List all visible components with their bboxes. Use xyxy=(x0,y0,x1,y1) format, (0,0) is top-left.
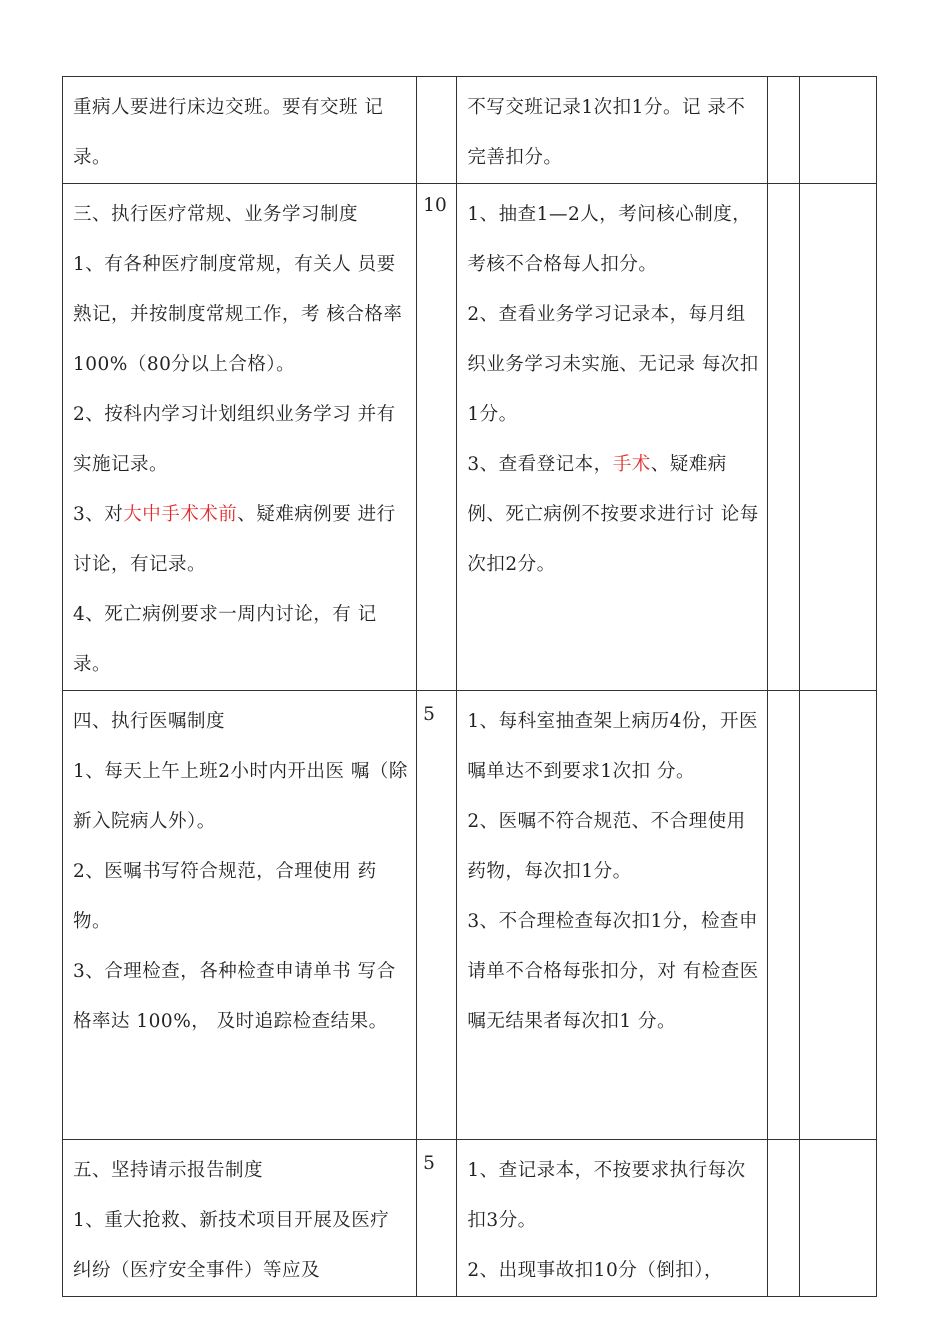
score-cell xyxy=(417,1140,457,1297)
score-value: 10 xyxy=(423,195,447,216)
method-cell xyxy=(457,1140,768,1297)
score-cell xyxy=(417,77,457,184)
method-text: 2、查看业务学习记录本，每月组织业务学习未实施、无记录 每次扣1分。 xyxy=(467,304,759,425)
remark-cell xyxy=(799,691,877,1140)
deduction-cell xyxy=(768,691,799,1140)
requirement-text: 1、重大抢救、新技术项目开展及医疗纠纷（医疗安全事件）等应及 xyxy=(73,1210,390,1281)
requirement-text: 重病人要进行床边交班。要有交班 记录。 xyxy=(73,97,384,168)
requirement-cell xyxy=(63,184,417,691)
requirement-cell xyxy=(63,1140,417,1297)
method-cell xyxy=(457,77,768,184)
table-row xyxy=(63,184,877,691)
assessment-table xyxy=(62,76,877,1297)
table-row xyxy=(63,691,877,1140)
requirement-text: 4、死亡病例要求一周内讨论，有 记录。 xyxy=(73,604,377,675)
method-text: 2、医嘱不符合规范、不合理使用药物，每次扣1分。 xyxy=(467,811,746,882)
deduction-cell xyxy=(768,184,799,691)
method-text: 1、每科室抽查架上病历4份，开医嘱单达不到要求1次扣 分。 xyxy=(467,711,758,782)
method-cell xyxy=(457,691,768,1140)
remark-cell xyxy=(799,184,877,691)
requirement-cell xyxy=(63,77,417,184)
highlight-text: 手术 xyxy=(612,454,651,475)
requirement-text: 1、有各种医疗制度常规，有关人 员要熟记，并按制度常规工作，考 核合格率100%（80分以上合格）。 xyxy=(73,254,403,375)
deduction-cell xyxy=(768,77,799,184)
method-text: 1、抽查1—2人，考问核心制度，考核不合格每人扣分。 xyxy=(467,204,752,275)
method-text: 2、出现事故扣10分（倒扣）， xyxy=(467,1260,723,1281)
requirement-text: 3、对大中手术术前、疑难病例要 进行讨论，有记录。 xyxy=(73,504,396,575)
remark-cell xyxy=(799,77,877,184)
score-value: 5 xyxy=(423,704,435,725)
table-row xyxy=(63,77,877,184)
requirement-text: 2、按科内学习计划组织业务学习 并有实施记录。 xyxy=(73,404,396,475)
method-text: 3、查看登记本，手术、疑难病例、死亡病例不按要求进行讨 论每次扣2分。 xyxy=(467,454,759,575)
requirement-text: 3、合理检查，各种检查申请单书 写合格率达 100%， 及时追踪检查结果。 xyxy=(73,961,396,1032)
method-text: 不写交班记录1次扣1分。记 录不完善扣分。 xyxy=(467,97,746,168)
section-heading: 四、执行医嘱制度 xyxy=(73,711,226,732)
section-heading: 三、执行医疗常规、业务学习制度 xyxy=(73,204,359,225)
method-cell xyxy=(457,184,768,691)
remark-cell xyxy=(799,1140,877,1297)
method-text: 3、不合理检查每次扣1分，检查申请单不合格每张扣分，对 有检查医嘱无结果者每次扣1 分。 xyxy=(467,911,759,1032)
score-value xyxy=(417,77,456,85)
score-cell xyxy=(417,691,457,1140)
requirement-cell xyxy=(63,691,417,1140)
section-heading: 五、坚持请示报告制度 xyxy=(73,1160,264,1181)
score-value: 5 xyxy=(423,1153,435,1174)
requirement-text: 2、医嘱书写符合规范，合理使用 药物。 xyxy=(73,861,377,932)
method-text: 1、查记录本，不按要求执行每次扣3分。 xyxy=(467,1160,746,1231)
requirement-text: 1、每天上午上班2小时内开出医 嘱（除新入院病人外）。 xyxy=(73,761,408,832)
score-cell xyxy=(417,184,457,691)
deduction-cell xyxy=(768,1140,799,1297)
highlight-text: 大中手术术前 xyxy=(123,504,238,525)
table-row xyxy=(63,1140,877,1297)
